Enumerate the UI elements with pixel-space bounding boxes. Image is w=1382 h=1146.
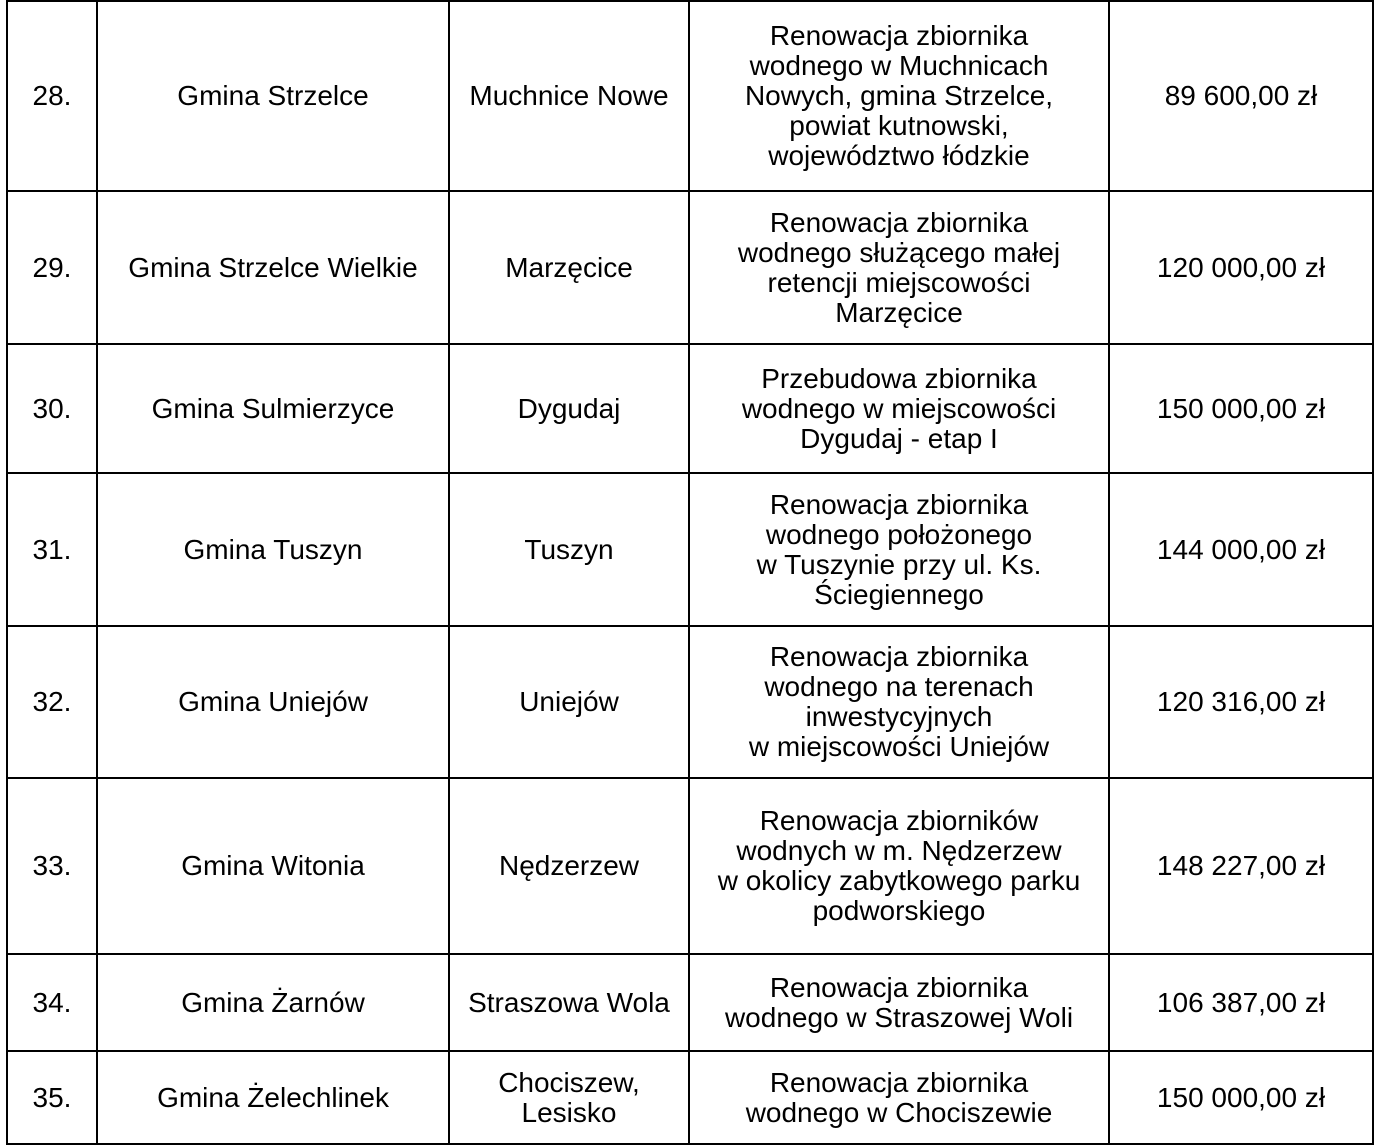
commune-name: Gmina Strzelce <box>97 1 449 191</box>
row-number: 30. <box>7 344 97 473</box>
row-number: 33. <box>7 778 97 954</box>
commune-name: Gmina Żarnów <box>97 954 449 1051</box>
locality-name: Muchnice Nowe <box>449 1 689 191</box>
grant-amount: 106 387,00 zł <box>1109 954 1373 1051</box>
commune-name: Gmina Sulmierzyce <box>97 344 449 473</box>
table-row <box>7 778 1373 954</box>
grant-amount: 89 600,00 zł <box>1109 1 1373 191</box>
commune-name: Gmina Żelechlinek <box>97 1051 449 1144</box>
table-row <box>7 344 1373 473</box>
grant-amount: 150 000,00 zł <box>1109 1051 1373 1144</box>
task-description: Przebudowa zbiornika wodnego w miejscowości Dygudaj - etap I <box>689 344 1109 473</box>
locality-name: Uniejów <box>449 626 689 778</box>
row-number: 34. <box>7 954 97 1051</box>
grant-amount: 144 000,00 zł <box>1109 473 1373 626</box>
commune-name: Gmina Uniejów <box>97 626 449 778</box>
table-row <box>7 473 1373 626</box>
task-description: Renowacja zbiornika wodnego w Muchnicach Nowych, gmina Strzelce, powiat kutnowski, województwo łódzkie <box>689 1 1109 191</box>
grant-amount: 150 000,00 zł <box>1109 344 1373 473</box>
row-number: 32. <box>7 626 97 778</box>
locality-name: Dygudaj <box>449 344 689 473</box>
commune-name: Gmina Tuszyn <box>97 473 449 626</box>
grant-amount: 148 227,00 zł <box>1109 778 1373 954</box>
table-row <box>7 1051 1373 1144</box>
grant-amount: 120 000,00 zł <box>1109 191 1373 344</box>
task-description: Renowacja zbiornika wodnego na terenach inwestycyjnych w miejscowości Uniejów <box>689 626 1109 778</box>
commune-name: Gmina Witonia <box>97 778 449 954</box>
table-row <box>7 1 1373 191</box>
task-description: Renowacja zbiornika wodnego w Chociszewie <box>689 1051 1109 1144</box>
locality-name: Straszowa Wola <box>449 954 689 1051</box>
task-description: Renowacja zbiorników wodnych w m. Nędzerzew w okolicy zabytkowego parku podworskiego <box>689 778 1109 954</box>
projects-table <box>6 0 1374 1145</box>
row-number: 31. <box>7 473 97 626</box>
table-row <box>7 191 1373 344</box>
locality-name: Chociszew, Lesisko <box>449 1051 689 1144</box>
commune-name: Gmina Strzelce Wielkie <box>97 191 449 344</box>
grant-amount: 120 316,00 zł <box>1109 626 1373 778</box>
row-number: 28. <box>7 1 97 191</box>
locality-name: Tuszyn <box>449 473 689 626</box>
locality-name: Nędzerzew <box>449 778 689 954</box>
locality-name: Marzęcice <box>449 191 689 344</box>
table-row <box>7 626 1373 778</box>
table-row <box>7 954 1373 1051</box>
task-description: Renowacja zbiornika wodnego służącego małej retencji miejscowości Marzęcice <box>689 191 1109 344</box>
task-description: Renowacja zbiornika wodnego w Straszowej Woli <box>689 954 1109 1051</box>
row-number: 35. <box>7 1051 97 1144</box>
row-number: 29. <box>7 191 97 344</box>
task-description: Renowacja zbiornika wodnego położonego w Tuszynie przy ul. Ks. Ściegiennego <box>689 473 1109 626</box>
